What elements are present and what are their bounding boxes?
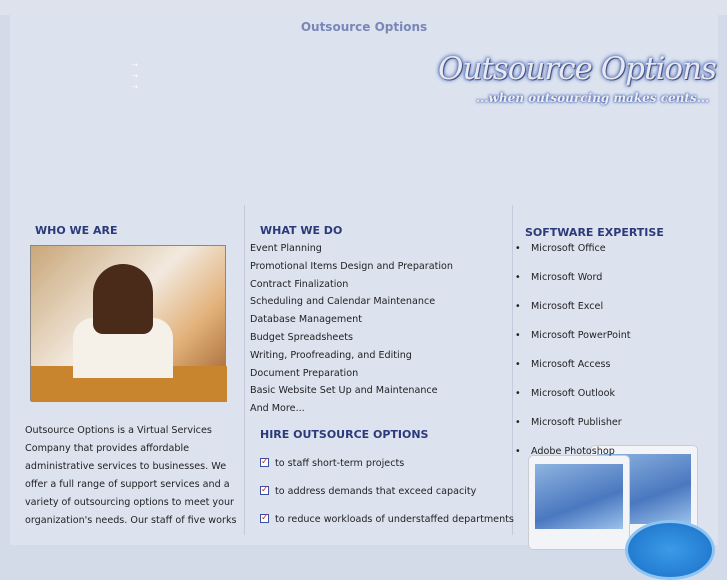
software-item: • Microsoft Access [515, 359, 611, 370]
service-item: And More... [250, 403, 305, 415]
service-item: Document Preparation [250, 367, 359, 379]
software-item: • Microsoft Outlook [515, 388, 616, 399]
arrow-icons: → → → [132, 61, 138, 91]
logo[interactable] [438, 51, 720, 115]
checkbox-icon: ✓ [261, 457, 269, 467]
hire-heading: HIRE OUTSOURCE OPTIONS [260, 428, 429, 441]
software-item: • Microsoft Publisher [515, 417, 622, 428]
software-item: • Microsoft Word [515, 272, 603, 283]
hire-item: ✓ to reduce workloads of understaffed departments [261, 513, 514, 525]
who-heading: WHO WE ARE [35, 224, 118, 237]
what-heading: WHAT WE DO [260, 224, 343, 237]
service-item: Basic Website Set Up and Maintenance [250, 385, 438, 397]
hire-item: ✓ to address demands that exceed capacity [261, 485, 477, 497]
about-text: Outsource Options is a Virtual Services Company that provides affordable administrative services to businesses. We offer a full range of support services and a variety of outsourcing options to meet your organization's needs. Our staff of five works [25, 425, 237, 526]
top-band [0, 0, 727, 15]
service-item: Writing, Proofreading, and Editing [250, 349, 412, 361]
hire-item: ✓ to staff short-term projects [261, 457, 405, 469]
software-item: • Adobe Photoshop [515, 446, 615, 457]
software-list [515, 243, 631, 475]
site-title: Outsource Options [300, 20, 428, 34]
services-list [250, 240, 453, 418]
software-item: • Microsoft PowerPoint [515, 330, 631, 341]
checkbox-icon: ✓ [261, 513, 269, 523]
service-item: Budget Spreadsheets [250, 331, 353, 343]
badge-icon [625, 520, 715, 580]
software-item: • Microsoft Office [515, 243, 606, 254]
service-item: Scheduling and Calendar Maintenance [250, 296, 436, 308]
software-heading: SOFTWARE EXPERTISE [525, 226, 664, 239]
office-worker-photo [30, 245, 226, 401]
software-item: • Microsoft Excel [515, 301, 604, 312]
column-divider [244, 205, 245, 535]
logo-text: Outsource Options [438, 51, 716, 87]
service-item: Event Planning [250, 243, 322, 254]
logo-tagline: ...when outsourcing makes cents... [476, 91, 710, 105]
service-item: Promotional Items Design and Preparation [250, 260, 453, 272]
service-item: Database Management [250, 314, 363, 326]
hire-list [260, 458, 514, 542]
checkbox-icon: ✓ [261, 485, 269, 495]
service-item: Contract Finalization [250, 278, 349, 290]
